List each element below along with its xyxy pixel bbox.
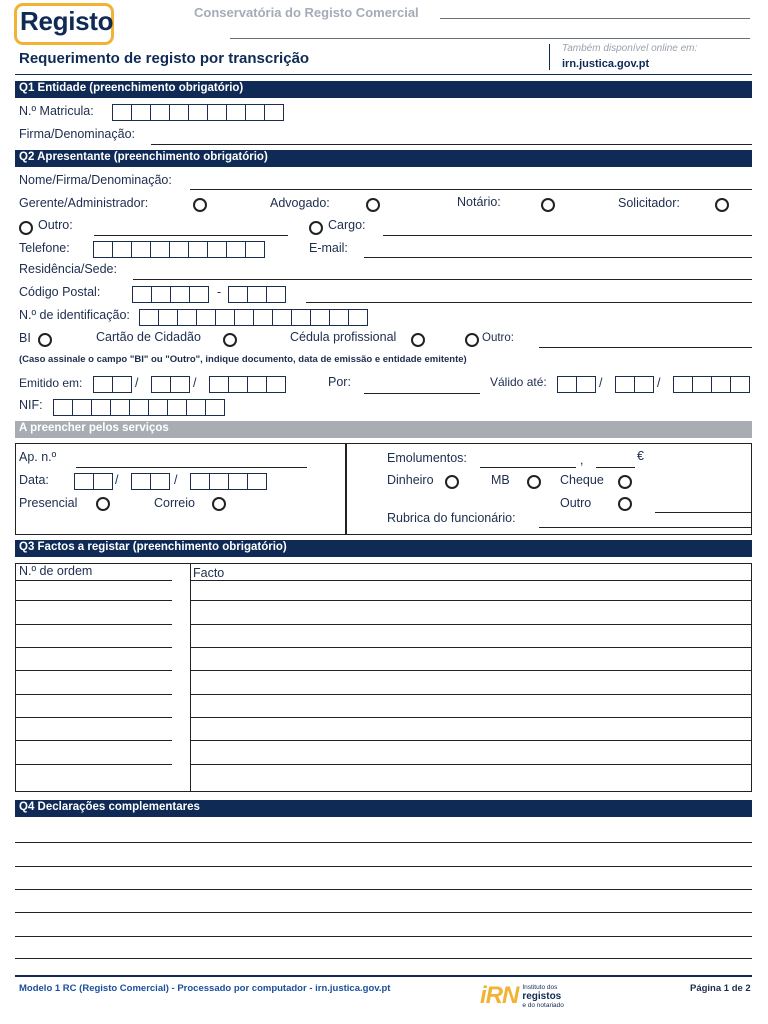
irn-logo xyxy=(480,982,564,1010)
factos-row-facto-line[interactable] xyxy=(190,694,752,695)
factos-row-ordem-line[interactable] xyxy=(15,600,172,601)
outro-pagamento-radio[interactable] xyxy=(618,497,632,511)
n-identificacao-input[interactable] xyxy=(140,309,368,326)
nome-label: Nome/Firma/Denominação: xyxy=(19,173,172,187)
cargo-radio[interactable] xyxy=(309,221,323,235)
factos-row-ordem-line[interactable] xyxy=(15,624,172,625)
q2-header: Q2 Apresentante (preenchimento obrigatório) xyxy=(15,150,752,167)
factos-row-facto-line[interactable] xyxy=(190,580,752,581)
data-mes-input[interactable] xyxy=(132,473,170,490)
email-label: E-mail: xyxy=(309,241,348,255)
valido-slash-2: / xyxy=(657,376,661,390)
irn-line-2: registos xyxy=(522,990,562,1002)
codigo-postal-label: Código Postal: xyxy=(19,285,101,299)
outro-doc-radio[interactable] xyxy=(465,333,479,347)
data-slash-1: / xyxy=(115,473,119,487)
correio-label: Correio xyxy=(154,496,195,510)
online-separator xyxy=(549,44,550,70)
euro-symbol: € xyxy=(637,449,644,463)
emolumentos-euros-input[interactable] xyxy=(480,467,576,468)
factos-row-facto-line[interactable] xyxy=(190,764,752,765)
declaracoes-line[interactable] xyxy=(15,866,752,867)
declaracoes-line[interactable] xyxy=(15,958,752,959)
emitido-dia-input[interactable] xyxy=(94,376,132,393)
presencial-radio[interactable] xyxy=(96,497,110,511)
factos-row-facto-line[interactable] xyxy=(190,740,752,741)
localidade-input[interactable] xyxy=(306,302,752,303)
data-ano-input[interactable] xyxy=(191,473,267,490)
telefone-label: Telefone: xyxy=(19,241,70,255)
declaracoes-line[interactable] xyxy=(15,889,752,890)
footer-model-text: Modelo 1 RC (Registo Comercial) - Processado por computador - irn.justica.gov.pt xyxy=(19,983,391,994)
outro-doc-input[interactable] xyxy=(539,347,752,348)
cheque-radio[interactable] xyxy=(618,475,632,489)
matricula-label: N.º Matricula: xyxy=(19,104,94,118)
page-number: Página 1 de 2 xyxy=(690,983,751,994)
mb-radio[interactable] xyxy=(527,475,541,489)
factos-row-facto-line[interactable] xyxy=(190,624,752,625)
dinheiro-radio[interactable] xyxy=(445,475,459,489)
factos-column-divider xyxy=(190,563,191,792)
documento-note: (Caso assinale o campo "BI" ou "Outro", indique documento, data de emissão e entidade emitente) xyxy=(19,354,467,365)
data-slash-2: / xyxy=(174,473,178,487)
factos-row-ordem-line[interactable] xyxy=(15,580,172,581)
online-label: Também disponível online em: xyxy=(562,43,698,54)
ap-label: Ap. n.º xyxy=(19,450,57,464)
q3-header: Q3 Factos a registar (preenchimento obrigatório) xyxy=(15,540,752,557)
outro-radio[interactable] xyxy=(19,221,33,235)
dinheiro-label: Dinheiro xyxy=(387,473,434,487)
notario-radio[interactable] xyxy=(541,198,555,212)
emitido-mes-input[interactable] xyxy=(152,376,190,393)
matricula-input[interactable] xyxy=(113,104,284,121)
notario-label: Notário: xyxy=(457,195,501,209)
gerente-radio[interactable] xyxy=(193,198,207,212)
factos-row-facto-line[interactable] xyxy=(190,600,752,601)
codigo-postal-part2-input[interactable] xyxy=(229,286,286,303)
presencial-label: Presencial xyxy=(19,496,78,510)
por-input[interactable] xyxy=(364,393,480,394)
factos-table xyxy=(15,563,752,792)
cedula-label: Cédula profissional xyxy=(290,330,397,344)
firma-label: Firma/Denominação: xyxy=(19,127,136,141)
outro-label: Outro: xyxy=(38,218,73,232)
n-identificacao-label: N.º de identificação: xyxy=(19,308,130,322)
cargo-label: Cargo: xyxy=(328,218,366,232)
correio-radio[interactable] xyxy=(212,497,226,511)
cedula-radio[interactable] xyxy=(411,333,425,347)
data-label: Data: xyxy=(19,473,49,487)
servicos-header: A preencher pelos serviços xyxy=(15,421,752,438)
servicos-divider xyxy=(345,443,347,535)
advogado-radio[interactable] xyxy=(366,198,380,212)
irn-logo-mark: iRN xyxy=(480,982,519,1009)
page-title: Requerimento de registo por transcrição xyxy=(19,50,310,67)
outro-input[interactable] xyxy=(94,235,288,236)
q4-header: Q4 Declarações complementares xyxy=(15,800,752,817)
emitido-slash-2: / xyxy=(193,376,197,390)
conservatoria-line-1 xyxy=(440,18,750,19)
cargo-input[interactable] xyxy=(383,235,752,236)
cheque-label: Cheque xyxy=(560,473,604,487)
cartao-radio[interactable] xyxy=(223,333,237,347)
declaracoes-line[interactable] xyxy=(15,936,752,937)
footer-divider xyxy=(15,975,752,977)
factos-row-ordem-line[interactable] xyxy=(15,647,172,648)
factos-row-facto-line[interactable] xyxy=(190,647,752,648)
codigo-postal-part1-input[interactable] xyxy=(133,286,209,303)
cartao-label: Cartão de Cidadão xyxy=(96,330,201,344)
declaracoes-line[interactable] xyxy=(15,912,752,913)
factos-row-ordem-line[interactable] xyxy=(15,670,172,671)
mb-label: MB xyxy=(491,473,510,487)
factos-row-ordem-line[interactable] xyxy=(15,764,172,765)
online-url-link[interactable]: irn.justica.gov.pt xyxy=(562,58,650,70)
solicitador-radio[interactable] xyxy=(715,198,729,212)
conservatoria-line-2 xyxy=(230,38,750,39)
irn-line-1: Instituto dos xyxy=(522,983,558,991)
por-label: Por: xyxy=(328,375,351,389)
codigo-postal-separator: - xyxy=(217,285,222,299)
firma-input[interactable] xyxy=(151,144,752,145)
email-input[interactable] xyxy=(364,257,752,258)
emitido-label: Emitido em: xyxy=(19,376,83,390)
factos-row-ordem-line[interactable] xyxy=(15,717,172,718)
factos-row-ordem-line[interactable] xyxy=(15,694,172,695)
factos-row-facto-line[interactable] xyxy=(190,670,752,671)
rubrica-input[interactable] xyxy=(539,527,752,528)
emolumentos-centimos-input[interactable] xyxy=(596,467,635,468)
valido-slash-1: / xyxy=(599,376,603,390)
factos-row-facto-line[interactable] xyxy=(190,717,752,718)
emolumentos-comma: , xyxy=(580,453,584,467)
registo-logo: Registo xyxy=(20,6,114,36)
advogado-label: Advogado: xyxy=(270,196,330,210)
declaracoes-line[interactable] xyxy=(15,842,752,843)
bi-radio[interactable] xyxy=(38,333,52,347)
outro-pagamento-input[interactable] xyxy=(655,512,752,513)
valido-dia-input[interactable] xyxy=(558,376,596,393)
residencia-input[interactable] xyxy=(133,279,752,280)
conservatoria-label: Conservatória do Registo Comercial xyxy=(194,5,419,20)
emitido-ano-input[interactable] xyxy=(210,376,286,393)
factos-row-ordem-line[interactable] xyxy=(15,740,172,741)
nif-input[interactable] xyxy=(54,399,225,416)
outro-doc-label: Outro: xyxy=(482,332,514,344)
emitido-slash-1: / xyxy=(135,376,139,390)
rubrica-label: Rubrica do funcionário: xyxy=(387,511,516,525)
header-divider xyxy=(15,74,752,75)
valido-label: Válido até: xyxy=(490,375,547,389)
col-facto-header: Facto xyxy=(193,566,225,580)
gerente-label: Gerente/Administrador: xyxy=(19,196,149,210)
irn-line-3: e do notariado xyxy=(522,1001,564,1009)
residencia-label: Residência/Sede: xyxy=(19,262,117,276)
data-dia-input[interactable] xyxy=(75,473,113,490)
bi-label: BI xyxy=(19,331,31,345)
outro-pagamento-label: Outro xyxy=(560,496,592,510)
q1-header: Q1 Entidade (preenchimento obrigatório) xyxy=(15,81,752,98)
emolumentos-label: Emolumentos: xyxy=(387,451,467,465)
nif-label: NIF: xyxy=(19,398,43,412)
valido-ano-input[interactable] xyxy=(674,376,750,393)
ap-input[interactable] xyxy=(76,467,307,468)
solicitador-label: Solicitador: xyxy=(618,196,680,210)
valido-mes-input[interactable] xyxy=(616,376,654,393)
nome-input[interactable] xyxy=(190,189,752,190)
col-ordem-header: N.º de ordem xyxy=(19,564,93,578)
telefone-input[interactable] xyxy=(94,241,265,258)
